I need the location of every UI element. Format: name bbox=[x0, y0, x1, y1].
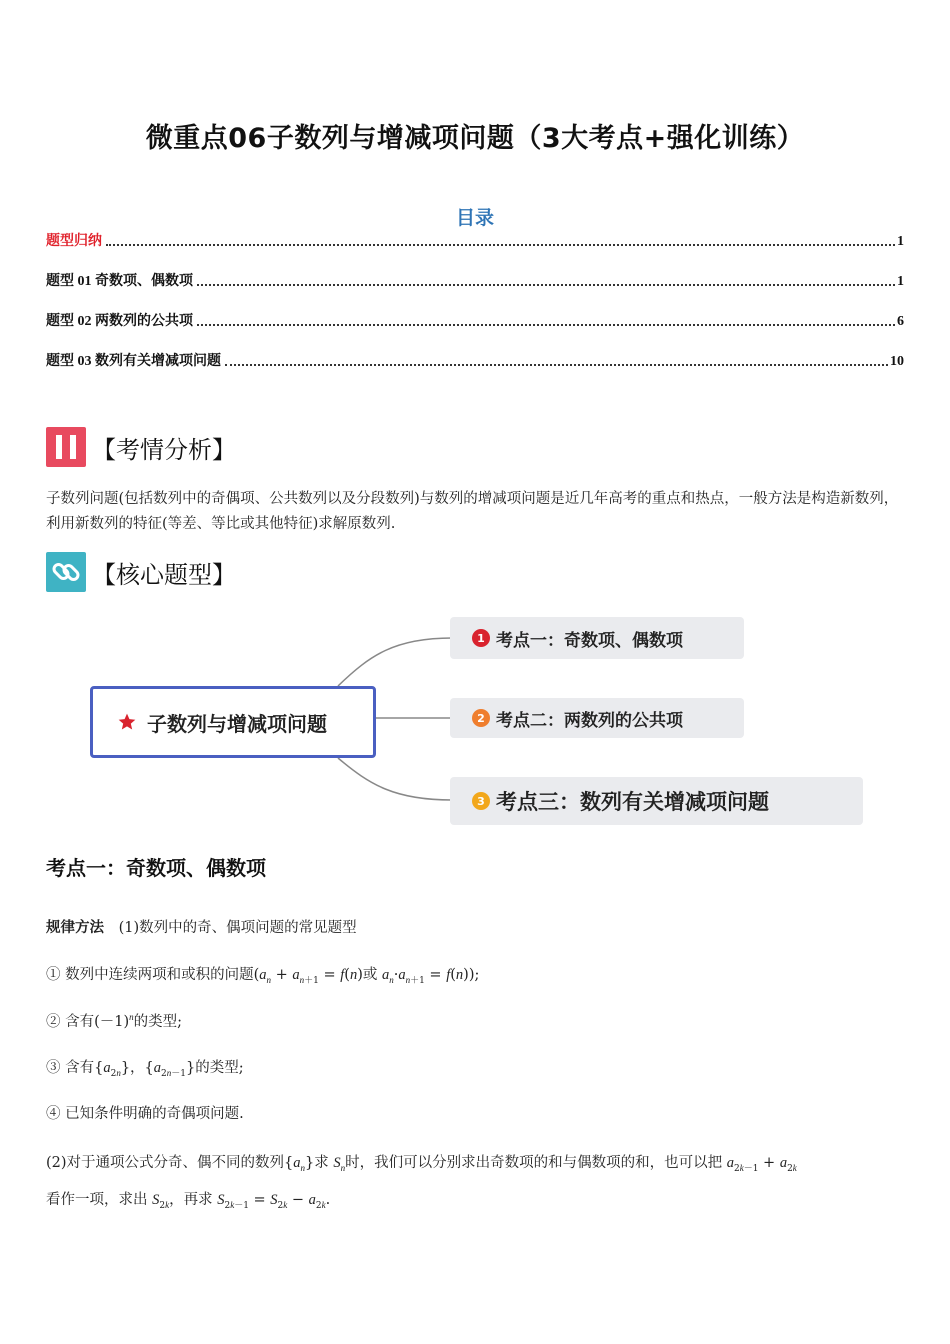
core-heading: 【核心题型】 bbox=[92, 560, 236, 589]
analysis-paragraph: 子数列问题(包括数列中的奇偶项、公共数列以及分段数列)与数列的增减项问题是近几年高考的重点和热点，一般方法是构造新数列，利用新数列的特征(等差、等比或其他特征)求解原数列. bbox=[46, 491, 899, 532]
mindmap-center-label: 子数列与增减项问题 bbox=[147, 711, 327, 736]
core-section-header bbox=[46, 552, 236, 592]
analysis-heading: 【考情分析】 bbox=[92, 435, 236, 464]
p2-text-a: (2)对于通项公式分奇、偶不同的数列{ bbox=[46, 1155, 294, 1171]
toc-entry-page: 1 bbox=[897, 274, 904, 289]
line-3-suffix: }的类型; bbox=[186, 1060, 244, 1076]
analysis-section-header bbox=[46, 427, 236, 467]
formula-line-3: ③ 含有$\{a_{2n}\}$，$\{a_{2n-1}\}$的类型; bbox=[46, 1060, 244, 1079]
toc-entry-label: 题型归纳 bbox=[46, 234, 102, 249]
mindmap-node-label: 考点三：数列有关增减项问题 bbox=[496, 790, 769, 814]
document-title: 微重点06子数列与增减项问题（3大考点+强化训练） bbox=[145, 123, 805, 154]
method-line bbox=[46, 916, 916, 937]
toc-leader-dots bbox=[106, 244, 895, 246]
line-3-prefix: ③ 含有{ bbox=[46, 1060, 104, 1076]
toc-leader-dots bbox=[225, 364, 888, 366]
mindmap-node-2 bbox=[450, 698, 744, 738]
toc-entry[interactable] bbox=[46, 270, 904, 290]
mindmap-node-label: 考点一：奇数项、偶数项 bbox=[496, 630, 683, 651]
line-2-suffix: 的类型; bbox=[133, 1014, 183, 1030]
p2-text-b: }求 bbox=[305, 1155, 334, 1171]
toc-heading: 目录 bbox=[455, 207, 494, 229]
toc-entry-page: 10 bbox=[890, 354, 904, 369]
p2-text-d: 看作一项，求出 bbox=[46, 1191, 153, 1208]
mindmap-node-label: 考点二：两数列的公共项 bbox=[496, 710, 683, 731]
toc-entry-page: 1 bbox=[897, 234, 904, 249]
line-2-prefix: ② 含有(－1) bbox=[46, 1014, 130, 1030]
p2-text-c: 时，我们可以分别求出奇数项的和与偶数项的和，也可以把 bbox=[345, 1155, 727, 1171]
pause-bars-icon bbox=[46, 427, 86, 467]
mindmap-node-3 bbox=[450, 777, 863, 825]
link-icon bbox=[46, 552, 86, 592]
toc-entry[interactable] bbox=[46, 310, 904, 330]
toc-entry[interactable] bbox=[46, 350, 904, 370]
toc-entry-page: 6 bbox=[897, 314, 904, 329]
number-badge-icon: 2 bbox=[472, 709, 490, 727]
kp1-heading: 考点一：奇数项、偶数项 bbox=[46, 856, 266, 880]
formula-paragraph-2: (2)对于通项公式分奇、偶不同的数列$\{a_n\}$求 $S_n$时，我们可以分别求出奇数项的和与偶数项的和，也可以把 $a_{2k-1} + a_{2k}$ 看作一项，求出 $S_{2k}$，再求 $S_{2k-1} = S_{2k} - a_{2k}$. bbox=[46, 1155, 797, 1211]
formula-line-4: ④ 已知条件明确的奇偶项问题. bbox=[46, 1106, 244, 1122]
formula-line-1: ① 数列中连续两项和或积的问题($a_n + a_{n+1} = f(n)$或 $a_n\cdot a_{n+1} = f(n)$); bbox=[46, 967, 480, 986]
method-intro: (1)数列中的奇、偶项问题的常见题型 bbox=[118, 920, 357, 936]
toc-entry-label: 题型 02 两数列的公共项 bbox=[46, 314, 193, 329]
star-icon bbox=[117, 712, 137, 732]
toc-entry[interactable] bbox=[46, 230, 904, 250]
line-1-text: ① 数列中连续两项和或积的问题( bbox=[46, 967, 260, 983]
method-label: 规律方法 bbox=[46, 920, 104, 936]
number-badge-icon: 1 bbox=[472, 629, 490, 647]
number-badge-icon: 3 bbox=[472, 792, 490, 810]
mindmap-center-node bbox=[90, 686, 376, 758]
toc-leader-dots bbox=[197, 324, 895, 326]
formula-line-2: ② 含有$(-1)^n$的类型; bbox=[46, 1012, 183, 1030]
toc-entry-label: 题型 01 奇数项、偶数项 bbox=[46, 274, 193, 289]
p2-text-e: ，再求 bbox=[169, 1191, 218, 1208]
toc-entry-label: 题型 03 数列有关增减项问题 bbox=[46, 354, 221, 369]
mindmap-node-1 bbox=[450, 617, 744, 659]
toc-leader-dots bbox=[197, 284, 895, 286]
